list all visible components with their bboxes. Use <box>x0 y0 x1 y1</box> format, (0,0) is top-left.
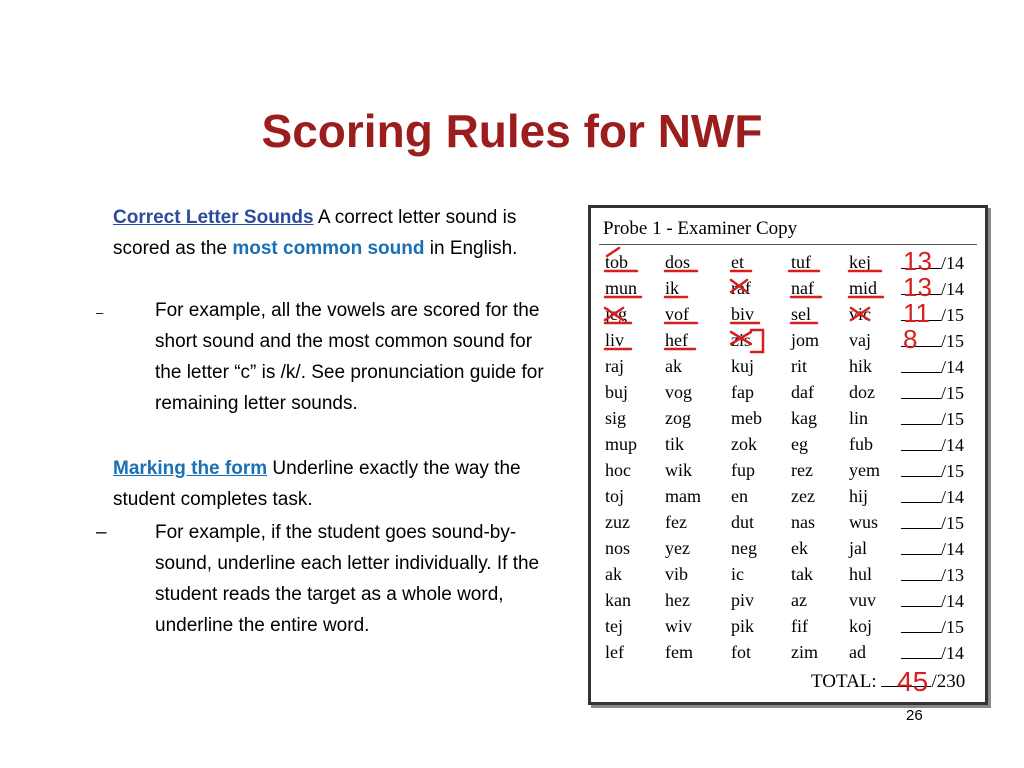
probe-row-max: /14 <box>941 539 965 559</box>
probe-word: vib <box>665 564 689 584</box>
handwritten-row-score: 13 <box>903 246 932 276</box>
probe-score-blank <box>901 252 941 269</box>
probe-row <box>591 252 991 278</box>
probe-word: en <box>731 486 748 506</box>
probe-word: hez <box>665 590 690 610</box>
probe-examiner-copy-image <box>588 205 988 705</box>
probe-word: toj <box>605 486 625 506</box>
probe-word: et <box>731 252 744 272</box>
marking-the-form-heading: Marking the form <box>113 458 268 479</box>
probe-score-blank <box>901 616 941 633</box>
probe-row-score <box>901 408 964 430</box>
probe-word: fem <box>665 642 693 662</box>
probe-total-max: /230 <box>931 671 966 692</box>
probe-row-max: /15 <box>941 461 965 481</box>
probe-word: ak <box>665 356 682 376</box>
probe-row <box>591 486 991 512</box>
probe-word: vog <box>665 382 692 402</box>
probe-row <box>591 330 991 356</box>
probe-score-blank <box>901 278 941 295</box>
probe-row-score <box>901 330 964 352</box>
probe-row-score <box>901 434 964 456</box>
probe-word: zis <box>731 330 751 350</box>
probe-word: wus <box>849 512 879 532</box>
marking-the-form-paragraph <box>113 453 568 515</box>
correct-letter-sounds-text-b: in English. <box>424 238 518 259</box>
probe-score-blank <box>901 330 941 347</box>
probe-word: fez <box>665 512 687 532</box>
slide-title: Scoring Rules for NWF <box>261 105 763 157</box>
probe-word: pik <box>731 616 755 636</box>
probe-row-score <box>901 460 964 482</box>
probe-word: mam <box>665 486 701 506</box>
probe-row <box>591 278 991 304</box>
probe-word: dos <box>665 252 691 272</box>
probe-row <box>591 460 991 486</box>
probe-word: naf <box>791 278 814 298</box>
probe-word: zok <box>731 434 757 454</box>
probe-word: kag <box>791 408 817 428</box>
probe-row-max: /15 <box>941 305 965 325</box>
bullet-sound-by-sound-text: For example, if the student goes sound-by-sound, underline each letter individually. If the student reads the target as a whole word, underline the entire word. <box>155 522 540 636</box>
probe-word: piv <box>731 590 755 610</box>
probe-word: kej <box>849 252 871 272</box>
probe-word: az <box>791 590 807 610</box>
probe-word: jom <box>791 330 820 350</box>
probe-word: doz <box>849 382 875 402</box>
probe-total-blank <box>881 670 931 687</box>
probe-word: tuf <box>791 252 811 272</box>
probe-word: liv <box>605 330 625 350</box>
bullet-dash: – <box>96 305 104 320</box>
probe-row-max: /15 <box>941 383 965 403</box>
probe-word: daf <box>791 382 814 402</box>
probe-row <box>591 538 991 564</box>
probe-row <box>591 408 991 434</box>
probe-word: neg <box>731 538 757 558</box>
marking-the-form-text: Underline exactly the way the student completes task. <box>113 458 521 510</box>
probe-row-max: /14 <box>941 357 965 377</box>
probe-row-max: /14 <box>941 643 965 663</box>
probe-word: hik <box>849 356 873 376</box>
probe-row-score <box>901 278 964 300</box>
probe-row <box>591 304 991 330</box>
probe-row-max: /14 <box>941 279 965 299</box>
probe-word: wiv <box>665 616 692 636</box>
probe-word: mid <box>849 278 878 298</box>
probe-word: ik <box>665 278 680 298</box>
probe-word: rez <box>791 460 813 480</box>
probe-row-max: /14 <box>941 253 965 273</box>
probe-word: vuv <box>849 590 876 610</box>
probe-word: sig <box>605 408 627 428</box>
probe-row-max: /14 <box>941 435 965 455</box>
probe-score-blank <box>901 642 941 659</box>
probe-row-score <box>901 252 964 274</box>
probe-word: kan <box>605 590 631 610</box>
probe-row-score <box>901 512 964 534</box>
probe-word: ek <box>791 538 808 558</box>
probe-row <box>591 434 991 460</box>
probe-score-blank <box>901 460 941 477</box>
correct-letter-sounds-paragraph <box>113 202 568 264</box>
probe-score-blank <box>901 434 941 451</box>
probe-row-score <box>901 590 964 612</box>
probe-score-blank <box>901 304 941 321</box>
probe-row <box>591 616 991 642</box>
probe-row-max: /15 <box>941 617 965 637</box>
probe-row-score <box>901 564 964 586</box>
probe-row-score <box>901 304 964 326</box>
probe-word: dut <box>731 512 755 532</box>
probe-word: wik <box>665 460 692 480</box>
probe-row-max: /14 <box>941 487 965 507</box>
probe-word: raf <box>731 278 751 298</box>
probe-row-score <box>901 538 964 560</box>
probe-score-blank <box>901 408 941 425</box>
probe-row <box>591 382 991 408</box>
probe-word: zez <box>791 486 815 506</box>
probe-word: vaj <box>849 330 871 350</box>
correct-letter-sounds-heading: Correct Letter Sounds <box>113 207 314 228</box>
probe-score-blank <box>901 512 941 529</box>
most-common-sound-emphasis: most common sound <box>232 238 425 259</box>
probe-row-score <box>901 382 964 404</box>
probe-word: mun <box>605 278 638 298</box>
probe-word: fup <box>731 460 755 480</box>
probe-row <box>591 642 991 668</box>
probe-score-blank <box>901 486 941 503</box>
probe-word: tak <box>791 564 813 584</box>
probe-word: nas <box>791 512 815 532</box>
probe-word: yem <box>849 460 880 480</box>
probe-word: yez <box>665 538 690 558</box>
probe-row-score <box>901 616 964 638</box>
probe-word: hoc <box>605 460 631 480</box>
probe-word: fot <box>731 642 751 662</box>
probe-row-score <box>901 356 964 378</box>
probe-row-score <box>901 642 964 664</box>
probe-word: sel <box>791 304 811 324</box>
probe-word: raj <box>605 356 624 376</box>
probe-word: fif <box>791 616 808 636</box>
probe-word: tik <box>665 434 685 454</box>
handwritten-total-score: 45 <box>897 666 929 697</box>
probe-row-max: /15 <box>941 331 965 351</box>
page-number: 26 <box>906 707 923 724</box>
probe-word: jeg <box>605 304 627 324</box>
probe-word: buj <box>605 382 629 402</box>
probe-word: ad <box>849 642 866 662</box>
probe-word: nos <box>605 538 631 558</box>
probe-word: kuj <box>731 356 755 376</box>
probe-word: biv <box>731 304 755 324</box>
handwritten-row-score: 8 <box>903 324 918 354</box>
probe-word: koj <box>849 616 873 636</box>
probe-word: fap <box>731 382 754 402</box>
probe-word: tob <box>605 252 629 272</box>
probe-total-label: TOTAL: <box>811 671 877 692</box>
probe-score-blank <box>901 564 941 581</box>
probe-row-max: /15 <box>941 409 965 429</box>
probe-row <box>591 590 991 616</box>
probe-row-max: /14 <box>941 591 965 611</box>
probe-word: ic <box>731 564 744 584</box>
bullet-vowels-text: For example, all the vowels are scored for the short sound and the most common sound for the letter “c” is /k/. See pronunciation guide for remaining letter sounds. <box>155 300 544 414</box>
probe-word: jal <box>849 538 867 558</box>
probe-word: zog <box>665 408 691 428</box>
probe-total-row <box>811 670 965 693</box>
probe-word: vic <box>849 304 871 324</box>
probe-row <box>591 512 991 538</box>
probe-word: ak <box>605 564 622 584</box>
probe-title: Probe 1 - Examiner Copy <box>603 218 798 239</box>
probe-word: rit <box>791 356 807 376</box>
handwritten-row-score: 11 <box>903 298 930 328</box>
probe-title-divider <box>599 244 977 245</box>
probe-score-blank <box>901 382 941 399</box>
probe-word: fub <box>849 434 873 454</box>
probe-word: hef <box>665 330 688 350</box>
handwritten-row-score: 13 <box>903 272 932 302</box>
correct-letter-sounds-text-a: A correct letter sound is scored as the <box>113 207 517 259</box>
probe-word: hul <box>849 564 873 584</box>
probe-word: vof <box>665 304 689 324</box>
probe-word: hij <box>849 486 869 506</box>
probe-row <box>591 564 991 590</box>
probe-word: mup <box>605 434 638 454</box>
probe-score-blank <box>901 356 941 373</box>
probe-row-max: /15 <box>941 513 965 533</box>
probe-score-blank <box>901 538 941 555</box>
probe-row-score <box>901 486 964 508</box>
bullet-dash: – <box>96 522 107 543</box>
probe-word: zuz <box>605 512 630 532</box>
probe-score-blank <box>901 590 941 607</box>
probe-word: eg <box>791 434 808 454</box>
probe-word: meb <box>731 408 762 428</box>
probe-word: tej <box>605 616 623 636</box>
probe-word: lef <box>605 642 624 662</box>
probe-word: zim <box>791 642 818 662</box>
probe-row-max: /13 <box>941 565 965 585</box>
probe-row <box>591 356 991 382</box>
probe-word: lin <box>849 408 869 428</box>
